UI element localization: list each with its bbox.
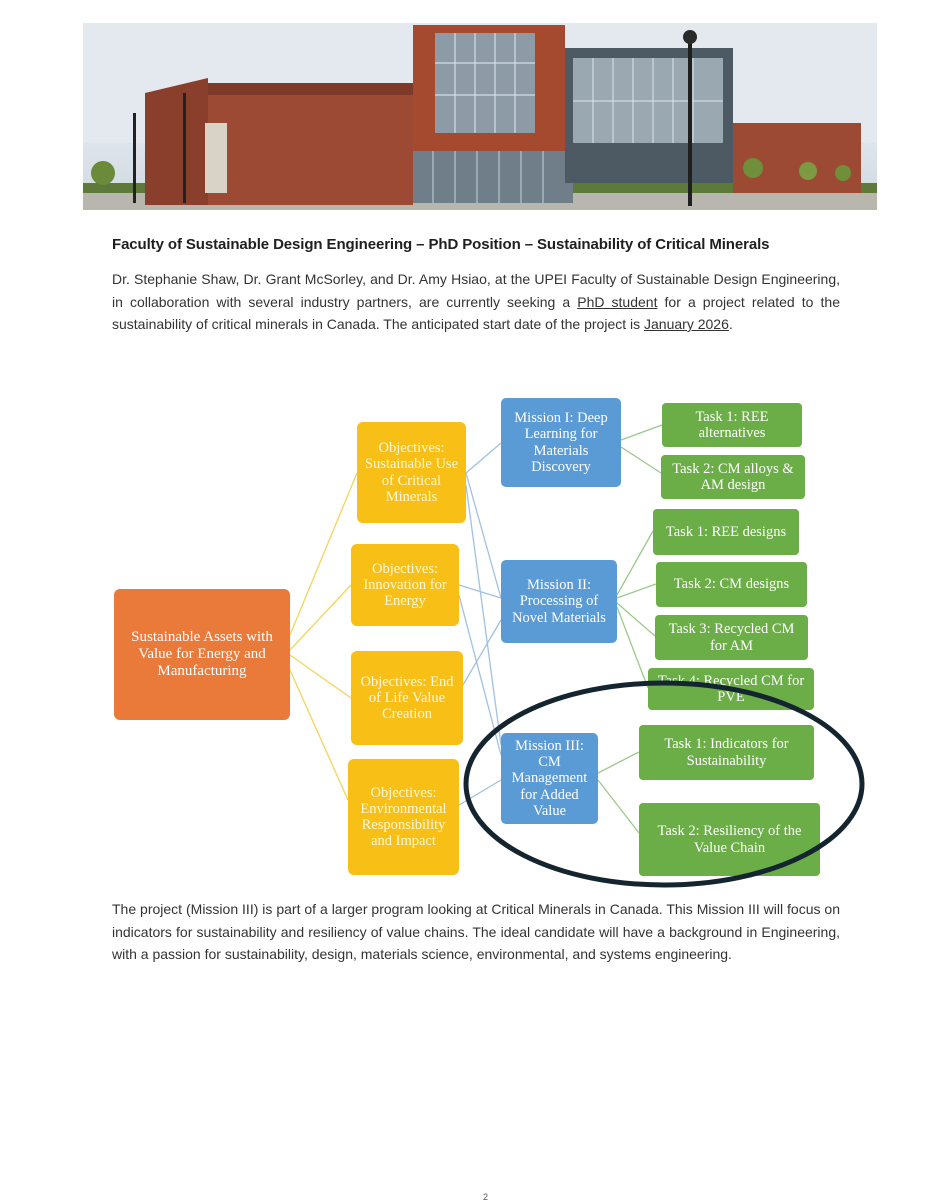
intro-text-3: . — [728, 316, 733, 332]
page-number: 2 — [483, 1192, 489, 1202]
objective-node-4: Objectives: Environmental Responsibility and Impact — [348, 759, 459, 875]
task-node-m2-2: Task 2: CM designs — [656, 562, 807, 607]
task-node-m2-4: Task 4: Recycled CM for PVE — [648, 668, 814, 710]
task-node-m2-3: Task 3: Recycled CM for AM — [655, 615, 808, 660]
intro-text-2: for a project related to the sustainability of critical minerals in Canada. The anticipated start date of the project is — [112, 293, 840, 332]
root-node: Sustainable Assets with Value for Energy and Manufacturing — [114, 589, 290, 720]
intro-paragraph — [112, 268, 840, 336]
mission-iii-highlight-ellipse — [100, 385, 880, 895]
task-node-m3-2: Task 2: Resiliency of the Value Chain — [639, 803, 820, 876]
task-node-m2-1: Task 1: REE designs — [653, 509, 799, 555]
program-structure-diagram — [100, 385, 880, 895]
objective-node-2: Objectives: Innovation for Energy — [351, 544, 459, 626]
task-node-m3-1: Task 1: Indicators for Sustainability — [639, 725, 814, 780]
task-node-m1-1: Task 1: REE alternatives — [662, 403, 802, 447]
document-heading: Faculty of Sustainable Design Engineering – PhD Position – Sustainability of Critical Minerals — [112, 236, 770, 253]
objective-node-1: Objectives: Sustainable Use of Critical Minerals — [357, 422, 466, 523]
phd-student-link[interactable]: PhD student — [577, 293, 658, 310]
mission-node-2: Mission II: Processing of Novel Materials — [501, 560, 617, 643]
mission-node-3: Mission III: CM Management for Added Value — [501, 733, 598, 824]
start-date-link[interactable]: January 2026 — [644, 316, 729, 332]
task-node-m1-2: Task 2: CM alloys & AM design — [661, 455, 805, 499]
objective-node-3: Objectives: End of Life Value Creation — [351, 651, 463, 745]
mission-node-1: Mission I: Deep Learning for Materials Discovery — [501, 398, 621, 487]
closing-paragraph: The project (Mission III) is part of a larger program looking at Critical Minerals in Canada. This Mission III will focus on indicators for sustainability and resiliency of value chains. The ideal candidate will have a background in Engineering, with a passion for sustainability, design, materials science, environmental, and systems engineering. — [112, 901, 840, 962]
intro-text-1: Dr. Stephanie Shaw, Dr. Grant McSorley, and Dr. Amy Hsiao, at the UPEI Faculty of Sustainable Design Engineering, in collaboration with several industry partners, are currently seeking a — [112, 271, 840, 310]
header-building-photo — [83, 23, 877, 210]
building-illustration — [83, 23, 877, 210]
